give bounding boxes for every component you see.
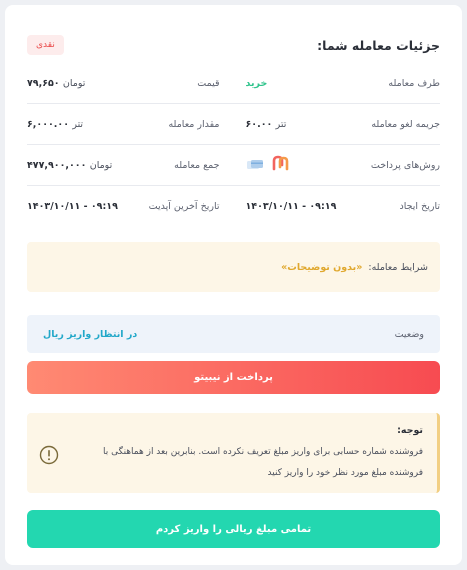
terms-value: «بدون توضیحات» [281,261,363,273]
amount-value: ۶,۰۰۰.۰۰ تتر [27,118,84,130]
detail-row [27,104,440,145]
confirm-deposit-button[interactable]: تمامی مبلغ ریالی را واریز کردم [27,510,440,548]
status-label: وضعیت [394,328,424,340]
warning-icon [39,425,59,493]
notice-text-line-2: فروشنده مبلغ مورد نظر خود را واریز کنید [267,468,423,478]
notice-box [27,413,440,493]
created-cell [234,186,441,227]
side-label: طرف معامله [388,77,440,89]
side-cell [234,63,441,103]
price-label: قیمت [197,77,220,89]
total-label: جمع معامله [174,159,220,171]
penalty-cell [234,104,441,144]
card-transfer-icon [246,156,264,175]
payment-type-badge: نقدی [27,35,64,55]
created-value: ۱۴۰۳/۱۰/۱۱ - ۰۹:۱۹ [245,201,337,212]
total-cell [27,145,234,185]
updated-value: ۱۴۰۳/۱۰/۱۱ - ۰۹:۱۹ [27,201,118,212]
created-label: تاریخ ایجاد [399,201,440,212]
amount-cell [27,104,234,144]
penalty-label: جریمه لغو معامله [371,118,440,130]
trade-details-card [5,5,462,565]
payment-methods-logos [246,155,290,175]
total-value: ۴۷۷,۹۰۰,۰۰۰ تومان [27,159,113,171]
status-value: در انتظار واریز ریال [43,328,138,340]
trade-terms-box [27,242,440,292]
terms-label: شرایط معامله: [368,261,428,273]
bank-logo-icon [272,155,290,175]
detail-row [27,63,440,104]
payment-methods-cell [234,145,441,185]
penalty-value: ۶۰.۰۰ تتر [245,118,287,130]
side-value: خرید [245,77,268,89]
page-title: جزئیات معامله شما: [317,37,440,53]
notice-content [69,425,423,493]
pay-button[interactable]: پرداخت از نیبیتو [27,361,440,394]
notice-title: توجه: [397,425,423,436]
detail-row [27,145,440,186]
notice-text-line-1: فروشنده شماره حسابی برای واریز مبلغ تعریف نکرده است. بنابرین بعد از هماهنگی با [103,447,423,457]
card-header [27,33,440,57]
price-cell [27,63,234,103]
payment-methods-label: روش‌های پرداخت [370,159,440,171]
updated-cell [27,186,234,227]
detail-row [27,186,440,227]
updated-label: تاریخ آخرین آپدیت [148,201,220,212]
amount-label: مقدار معامله [168,118,220,130]
price-value: ۷۹,۶۵۰ تومان [27,77,86,89]
status-box [27,315,440,353]
details-grid [27,63,440,227]
